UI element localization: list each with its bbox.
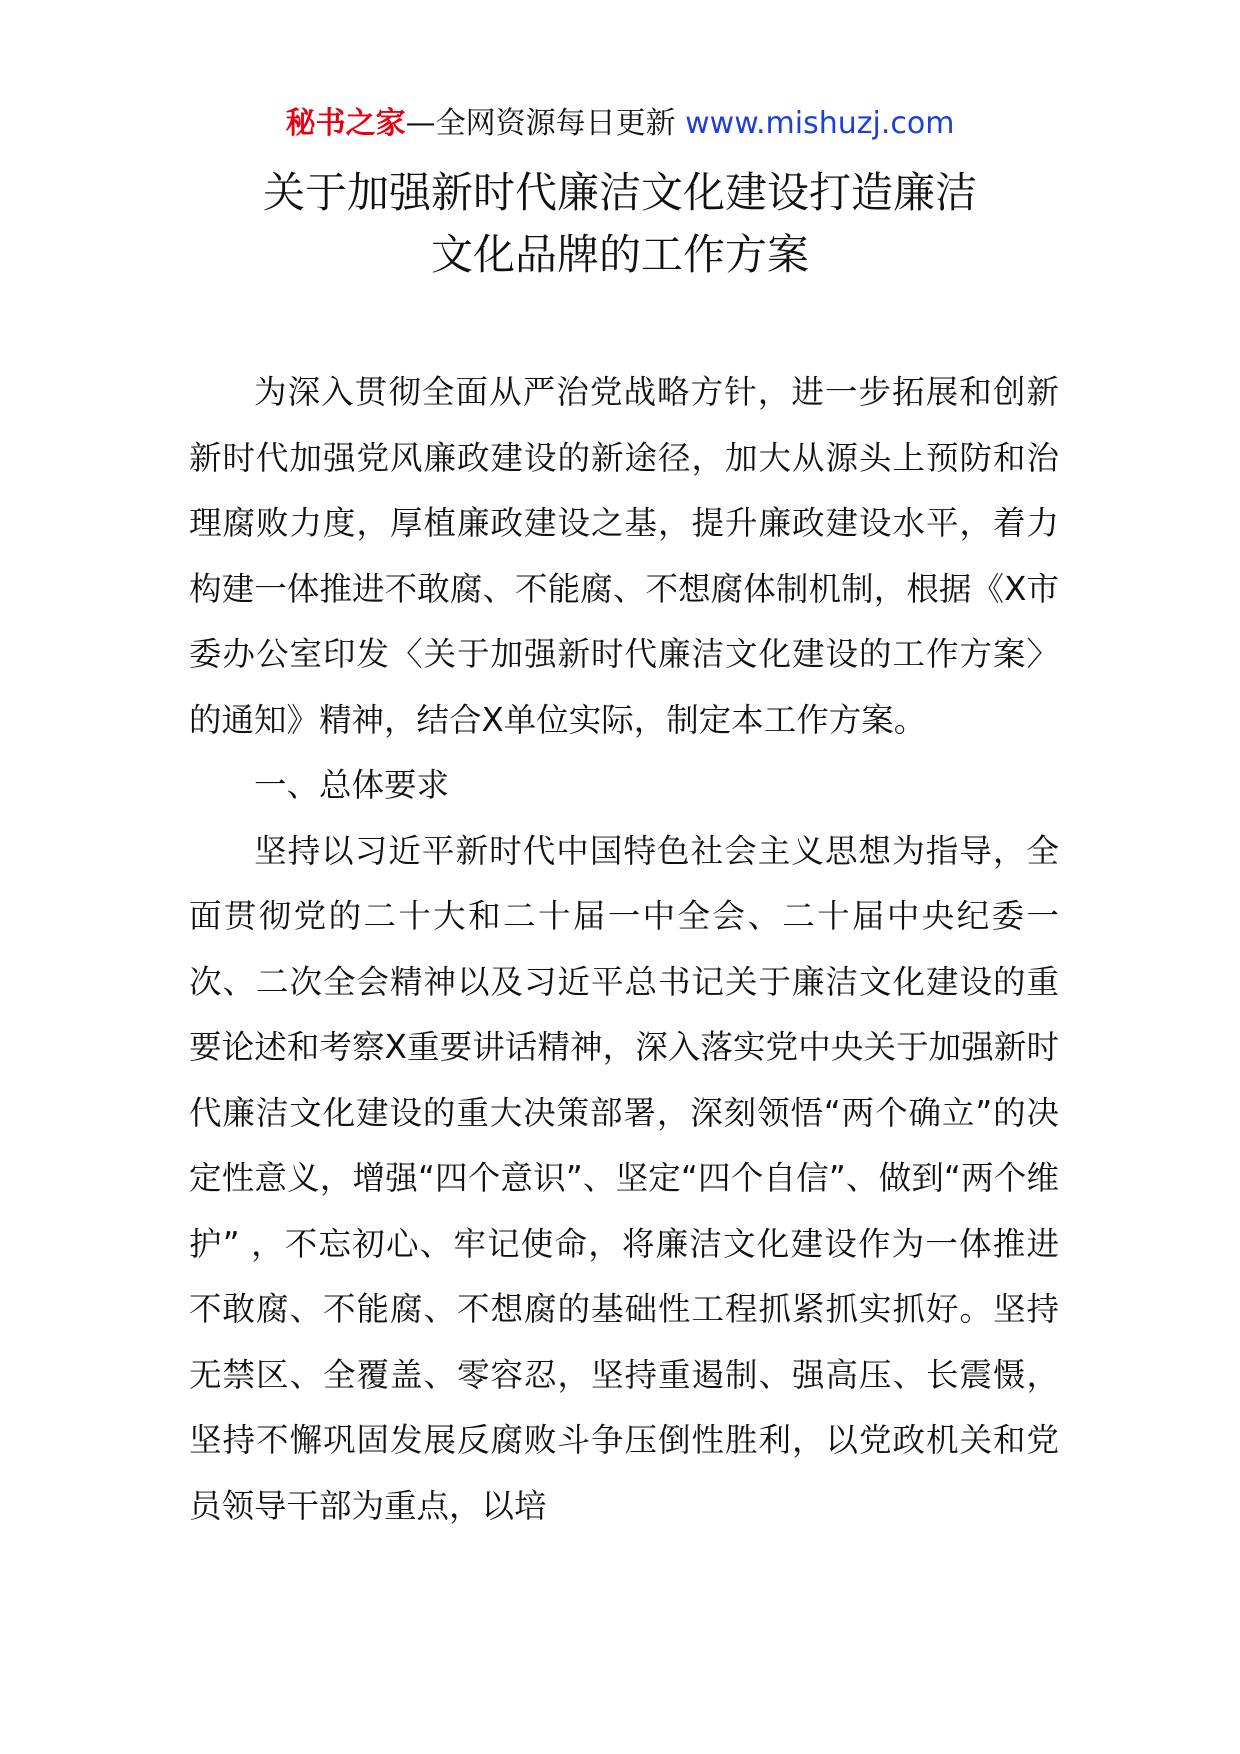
title-line-1: 关于加强新时代廉洁文化建设打造廉洁 — [262, 168, 977, 217]
intro-paragraph: 为深入贯彻全面从严治党战略方针，进一步拓展和创新新时代加强党风廉政建设的新途径，加大从源头上预防和治理腐败力度，厚植廉政建设之基，提升廉政建设水平，着力构建一体推进不敢腐、不能腐、不想腐体制机制，根据《X市委办公室印发〈关于加强新时代廉洁文化建设的工作方案〉的通知》精神，结合X单位实际，制定本工作方案。 — [189, 373, 1059, 739]
header-tagline: —全网资源每日更新 — [405, 106, 676, 141]
brand-name: 秘书之家 — [285, 106, 406, 141]
site-url-link[interactable]: www.mishuzj.com — [685, 106, 955, 141]
body-paragraph: 坚持以习近平新时代中国特色社会主义思想为指导，全面贯彻党的二十大和二十届一中全会、二十届中央纪委一次、二次全会精神以及习近平总书记关于廉洁文化建设的重要论述和考察X重要讲话精神，深入落实党中央关于加强新时代廉洁文化建设的重大决策部署，深刻领悟“两个确立”的决定性意义，增强“四个意识”、坚定“四个自信”、做到“两个维护” ，不忘初心、牢记使命，将廉洁文化建设作为一体推进不敢腐、不能腐、不想腐的基础性工程抓紧抓实抓好。坚持无禁区、全覆盖、零容忍，坚持重遏制、强高压、长震慑，坚持不懈巩固发展反腐败斗争压倒性胜利，以党政机关和党员领导干部为重点，以培 — [189, 831, 1059, 1525]
title-line-2: 文化品牌的工作方案 — [430, 230, 809, 279]
site-header — [0, 102, 1240, 146]
document-body — [189, 360, 1059, 1539]
section-heading: 一、总体要求 — [254, 766, 450, 804]
document-title — [0, 162, 1240, 286]
